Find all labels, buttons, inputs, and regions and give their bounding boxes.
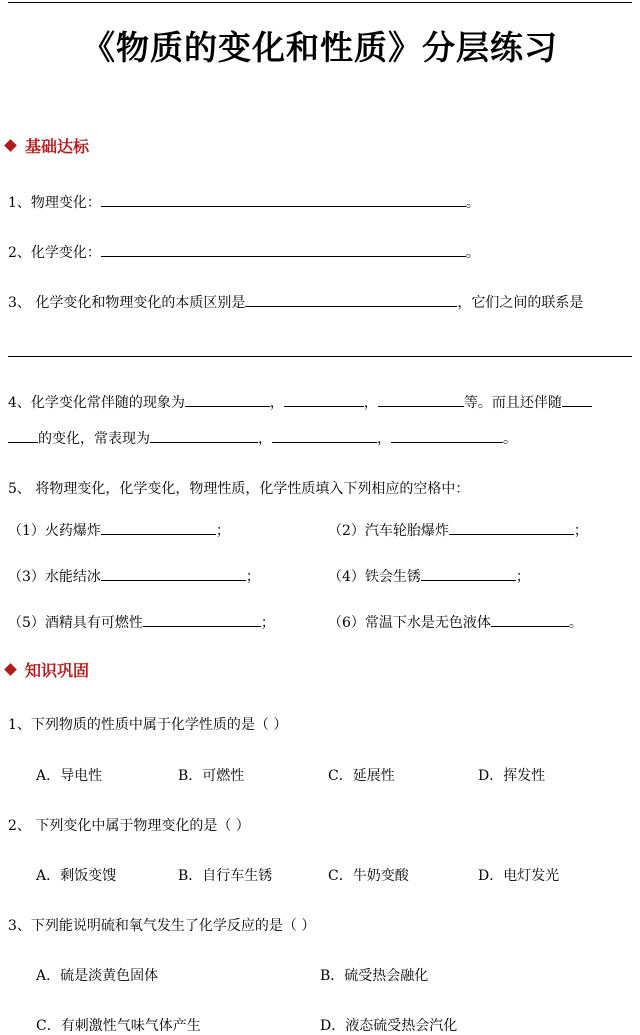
punctuation: 。 <box>568 615 583 631</box>
punctuation: ， <box>377 431 391 447</box>
mc2-option-d[interactable]: D．电灯发光 <box>478 868 560 884</box>
item-label: （1）火药爆炸 <box>8 523 101 539</box>
answer-blank[interactable] <box>245 305 457 307</box>
page-title: 《物质的变化和性质》分层练习 <box>82 28 558 67</box>
answer-blank[interactable] <box>378 405 464 407</box>
punctuation: ； <box>515 569 530 585</box>
question-1 <box>8 192 480 212</box>
section-label: 基础达标 <box>25 137 90 156</box>
question-2 <box>8 242 480 262</box>
question-text: 等。而且还伴随 <box>463 395 562 411</box>
punctuation: ； <box>245 569 260 585</box>
question-text: 4、化学变化常伴随的现象为 <box>8 395 185 411</box>
diamond-bullet-icon <box>4 663 17 676</box>
mc2-option-c[interactable]: C．牛奶变酸 <box>328 868 409 884</box>
q5-item-6 <box>328 612 583 632</box>
answer-line-full[interactable] <box>8 356 632 357</box>
question-5 <box>8 478 469 498</box>
q5-item-2 <box>328 520 588 540</box>
punctuation: ； <box>260 615 275 631</box>
mc1-option-b[interactable]: B．可燃性 <box>178 768 245 784</box>
answer-blank[interactable] <box>284 405 364 407</box>
q5-item-3 <box>8 566 260 586</box>
punctuation: ， <box>363 395 378 411</box>
mc-question-1-stem: 1、下列物质的性质中属于化学性质的是（ ） <box>8 717 288 733</box>
item-label: （2）汽车轮胎爆炸 <box>328 523 449 539</box>
diamond-bullet-icon <box>4 139 17 152</box>
section-header-basic <box>6 134 89 157</box>
mc2-option-a[interactable]: A．剩饭变馊 <box>36 868 117 884</box>
mc3-option-a[interactable]: A．硫是淡黄色固体 <box>36 968 159 984</box>
punctuation: ， <box>269 395 284 411</box>
answer-blank[interactable] <box>421 579 516 581</box>
punctuation: 。 <box>465 195 480 211</box>
section-header-consolidation <box>6 658 89 681</box>
question-4-line-1 <box>8 392 592 412</box>
q5-item-1 <box>8 520 230 540</box>
question-text: 3、 化学变化和物理变化的本质区别是 <box>8 295 246 311</box>
mc3-option-c[interactable]: C．有刺激性气味气体产生 <box>36 1018 201 1034</box>
mc2-option-b[interactable]: B．自行车生锈 <box>178 868 273 884</box>
item-label: （6）常温下水是无色液体 <box>328 615 491 631</box>
answer-blank[interactable] <box>101 205 466 207</box>
question-3 <box>8 292 583 312</box>
answer-blank[interactable] <box>449 533 574 535</box>
q5-item-4 <box>328 566 530 586</box>
q5-item-5 <box>8 612 275 632</box>
mc-question-3-stem: 3、下列能说明硫和氧气发生了化学反应的是（ ） <box>8 918 316 934</box>
question-text: 1、物理变化： <box>8 195 101 211</box>
punctuation: ； <box>573 523 588 539</box>
mc1-option-a[interactable]: A．导电性 <box>36 768 103 784</box>
item-label: （5）酒精具有可燃性 <box>8 615 143 631</box>
answer-blank[interactable] <box>101 533 216 535</box>
punctuation: ， <box>258 431 272 447</box>
item-label: （4）铁会生锈 <box>328 569 421 585</box>
mc1-option-c[interactable]: C．延展性 <box>328 768 395 784</box>
answer-blank[interactable] <box>272 441 377 443</box>
question-text: 的变化，常表现为 <box>38 431 150 447</box>
answer-blank[interactable] <box>8 441 38 443</box>
item-label: （3）水能结冰 <box>8 569 101 585</box>
mc3-option-d[interactable]: D．液态硫受热会汽化 <box>320 1018 458 1034</box>
answer-blank[interactable] <box>562 405 592 407</box>
mc3-option-b[interactable]: B．硫受热会融化 <box>320 968 429 984</box>
answer-blank[interactable] <box>143 625 261 627</box>
question-4-line-2 <box>8 428 517 448</box>
answer-blank[interactable] <box>491 625 569 627</box>
question-text: 2、化学变化： <box>8 245 101 261</box>
question-text: ，它们之间的联系是 <box>457 295 584 311</box>
section-label: 知识巩固 <box>25 661 90 680</box>
mc1-option-d[interactable]: D．挥发性 <box>478 768 546 784</box>
punctuation: 。 <box>503 431 517 447</box>
question-text: 5、 将物理变化，化学变化，物理性质，化学性质填入下列相应的空格中： <box>8 481 470 497</box>
punctuation: 。 <box>465 245 480 261</box>
answer-blank[interactable] <box>101 255 466 257</box>
answer-blank[interactable] <box>391 441 503 443</box>
answer-blank[interactable] <box>101 579 246 581</box>
answer-blank[interactable] <box>150 441 258 443</box>
answer-blank[interactable] <box>185 405 270 407</box>
top-rule <box>8 2 632 3</box>
punctuation: ； <box>215 523 230 539</box>
mc-question-2-stem: 2、 下列变化中属于物理变化的是（ ） <box>8 818 250 834</box>
